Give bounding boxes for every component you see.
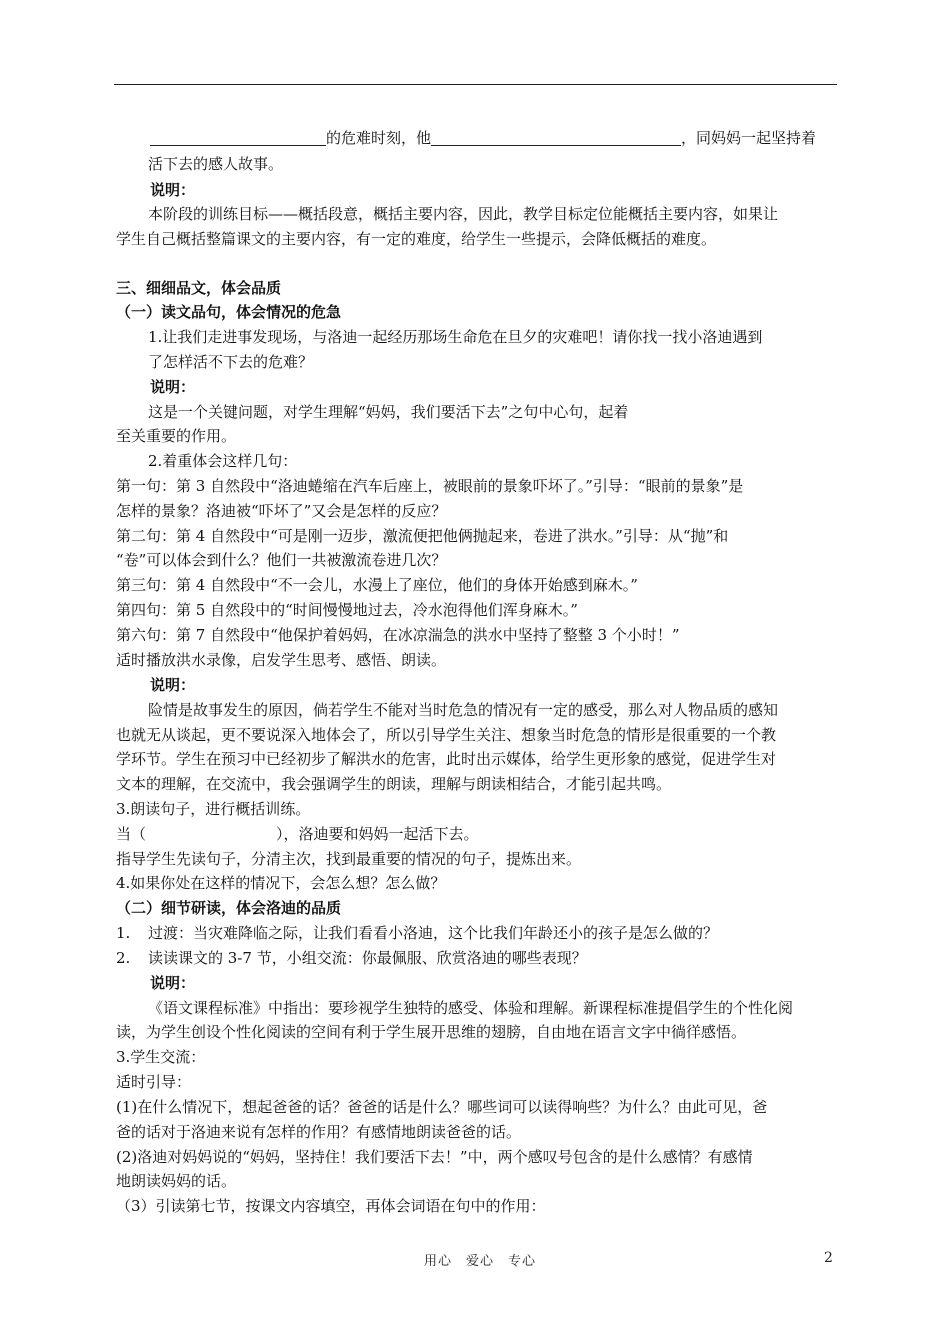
text-line: 第二句：第 4 自然段中“可是刚一迈步，激流便把他俩抛起来，卷进了洪水。”引导：从“抛”和	[116, 527, 729, 545]
fill-blank-line: 当（ ），洛迪要和妈妈一起活下去。	[116, 825, 479, 843]
blank-field-2[interactable]	[431, 129, 681, 146]
text-line: 适时引导：	[116, 1073, 192, 1091]
text-line: 了怎样活不下去的危难？	[148, 353, 314, 371]
text-line: 《语文课程标准》中指出：要珍视学生独特的感受、体验和理解。新课程标准提倡学生的个性化阅	[148, 999, 794, 1017]
text-line: 本阶段的训练目标——概括段意，概括主要内容，因此，教学目标定位能概括主要内容，如果让	[148, 205, 779, 223]
text-line: 第三句：第 4 自然段中“不一会儿，水漫上了座位，他们的身体开始感到麻木。”	[116, 576, 638, 594]
text-line: 3.朗读句子，进行概括训练。	[116, 800, 311, 818]
footer-motto: 用心 爱心 专心	[423, 1254, 536, 1269]
blank-field-1[interactable]	[150, 129, 326, 146]
text-line: 这是一个关键问题，对学生理解“妈妈，我们要活下去”之句中心句，起着	[148, 403, 629, 421]
text-line: 3.学生交流：	[116, 1048, 206, 1066]
text-line: 爸的话对于洛迪来说有怎样的作用？有感情地朗读爸爸的话。	[116, 1123, 522, 1141]
text-line: 学环节。学生在预习中已经初步了解洪水的危害，此时出示媒体，给学生更形象的感觉，促进学生对	[116, 750, 777, 768]
text-line: 文本的理解，在交流中，我会强调学生的朗读，理解与朗读相结合，才能引起共鸣。	[116, 775, 672, 793]
text-line: 地朗读妈妈的话。	[116, 1172, 237, 1190]
subsection-heading: （一）读文品句，体会情况的危急	[116, 303, 342, 321]
text-line: 第一句：第 3 自然段中“洛迪蜷缩在汽车后座上，被眼前的景象吓坏了。”引导：“眼前的景象”是	[116, 477, 744, 495]
text-line: “卷”可以体会到什么？他们一共被激流卷进几次？	[116, 551, 447, 569]
text-line: 1.让我们走进事发现场，与洛迪一起经历那场生命危在旦夕的灾难吧！请你找一找小洛迪遇到	[148, 328, 763, 346]
text-line: 至关重要的作用。	[116, 427, 237, 445]
page-number: 2	[824, 1250, 833, 1266]
header-rule	[114, 84, 837, 85]
text-line: 学生自己概括整篇课文的主要内容，有一定的难度，给学生一些提示，会降低概括的难度。	[116, 230, 717, 248]
text-line: 活下去的感人故事。	[148, 155, 284, 173]
text-line: 读，为学生创设个性化阅读的空间有利于学生展开思维的翅膀，自由地在语言文字中徜徉感悟。	[116, 1023, 747, 1041]
text-line: 怎样的景象？洛迪被“吓坏了”又会是怎样的反应？	[116, 502, 447, 520]
text-line: 险情是故事发生的原因，倘若学生不能对当时危急的情况有一定的感受，那么对人物品质的感知	[148, 701, 779, 719]
text-line: 适时播放洪水录像，启发学生思考、感悟、朗读。	[116, 651, 447, 669]
text-line: 指导学生先读句子，分清主次，找到最重要的情况的句子，提炼出来。	[116, 850, 582, 868]
text-line: （3）引读第七节，按课文内容填空，再体会词语在句中的作用：	[116, 1197, 546, 1215]
section-heading: 三、细细品文，体会品质	[116, 279, 282, 297]
numbered-item: 1. 过渡：当灾难降临之际，让我们看看小洛迪，这个比我们年龄还小的孩子是怎么做的？	[116, 924, 719, 942]
text-line: (1)在什么情况下，想起爸爸的话？爸爸的话是什么？哪些词可以读得响些？为什么？由此可见，爸	[116, 1098, 768, 1116]
numbered-item: 2. 读读课文的 3-7 节，小组交流：你最佩服、欣赏洛迪的哪些表现？	[116, 949, 587, 967]
note-label: 说明：	[150, 974, 196, 992]
item-number: 2.	[116, 949, 131, 967]
text-line: 4.如果你处在这样的情况下，会怎么想？怎么做？	[116, 874, 446, 892]
note-label: 说明：	[150, 676, 196, 694]
text-line: 第四句：第 5 自然段中的“时间慢慢地过去，冷水泡得他们浑身麻木。”	[116, 601, 578, 619]
text-line: 第六句：第 7 自然段中“他保护着妈妈，在冰凉湍急的洪水中坚持了整整 3 个小时！”	[116, 626, 680, 644]
fill-blank-line: 的危难时刻，他 ，同妈妈一起坚持着	[150, 128, 874, 148]
note-label: 说明：	[150, 181, 196, 199]
text-line: 也就无从谈起，更不要说深入地体会了，所以引导学生关注、想象当时危急的情形是很重要的一个教	[116, 726, 777, 744]
subsection-heading: （二）细节研读，体会洛迪的品质	[116, 899, 342, 917]
text-line: 2.着重体会这样几句：	[148, 452, 298, 470]
text-line: (2)洛迪对妈妈说的“妈妈，坚持住！我们要活下去！”中，两个感叹号包含的是什么感情？有感情	[116, 1148, 753, 1166]
note-label: 说明：	[150, 378, 196, 396]
item-number: 1.	[116, 924, 131, 942]
